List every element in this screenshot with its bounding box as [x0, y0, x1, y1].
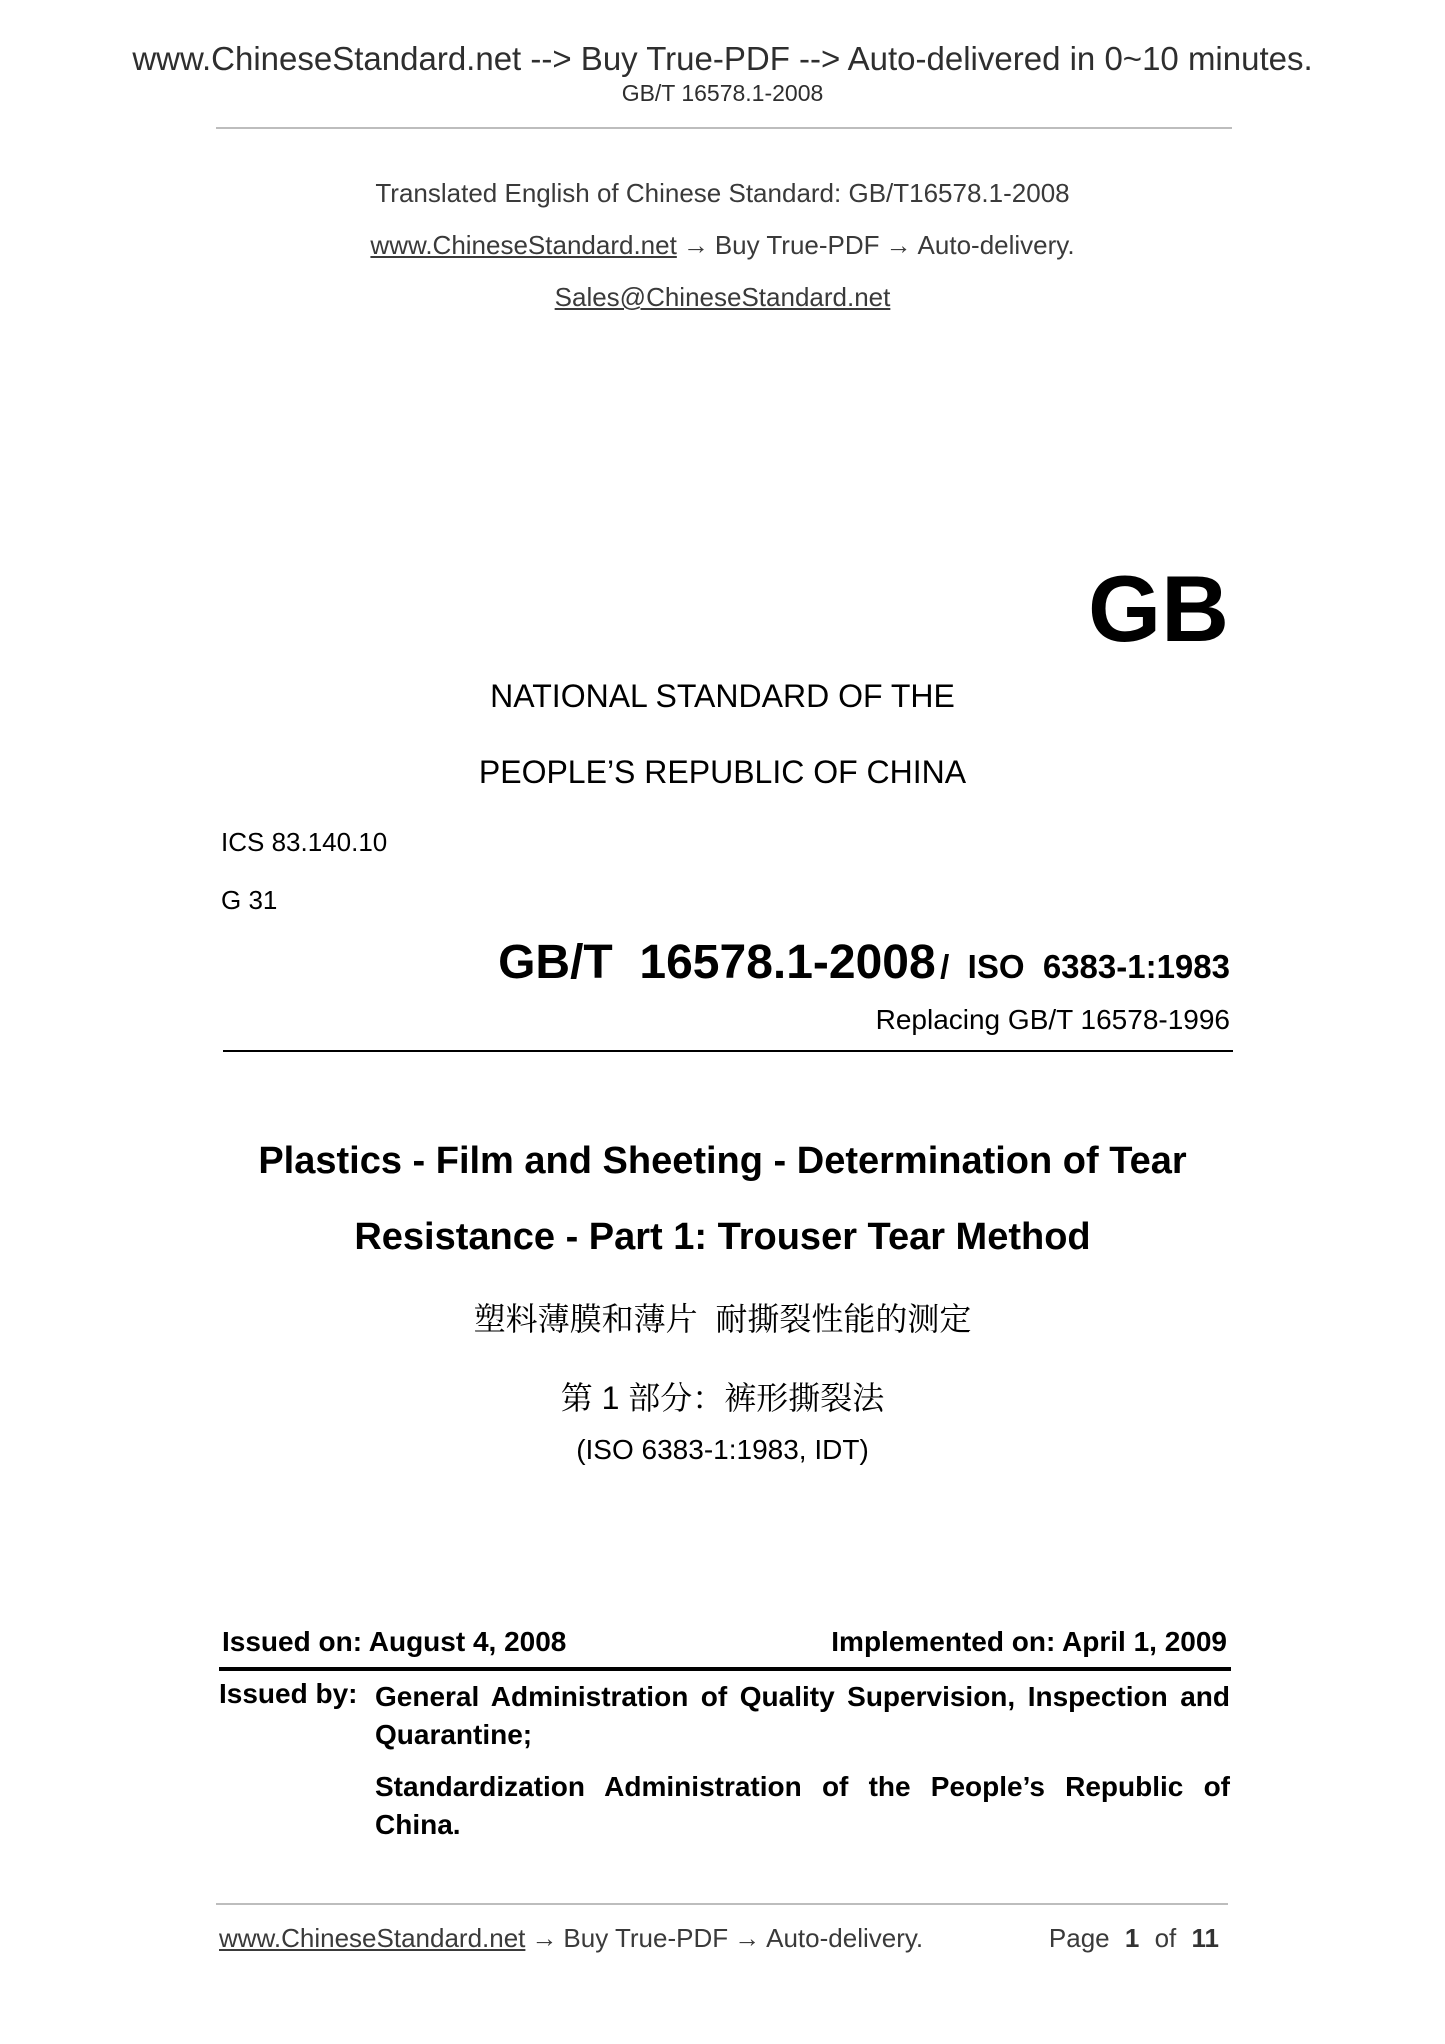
- ics-code: ICS 83.140.10: [221, 827, 388, 857]
- page-indicator: [1049, 1923, 1219, 1954]
- footer-buy-text: Buy True-PDF: [563, 1923, 729, 1953]
- national-standard-line-2: PEOPLE’S REPUBLIC OF CHINA: [478, 754, 967, 790]
- header-divider: [216, 127, 1232, 129]
- footer-site-line: [219, 1923, 923, 1954]
- standard-divider: [223, 1050, 1233, 1052]
- standard-number-iso: / ISO 6383-1:1983: [940, 948, 1230, 985]
- footer-site-link[interactable]: www.ChineseStandard.net: [219, 1923, 526, 1953]
- of-word: of: [1154, 1923, 1177, 1953]
- standard-number-main: GB/T 16578.1-2008: [498, 936, 936, 989]
- issued-by-label: Issued by:: [219, 1678, 358, 1709]
- g-code: G 31: [221, 885, 278, 915]
- page-number: 1: [1124, 1923, 1140, 1953]
- iso-equivalence: (ISO 6383-1:1983, IDT): [576, 1434, 869, 1465]
- replacing-line: Replacing GB/T 16578-1996: [875, 1004, 1230, 1035]
- arrow-right-icon: →: [682, 230, 709, 260]
- sales-email-link[interactable]: Sales@ChineseStandard.net: [554, 282, 891, 312]
- arrow-right-icon: →: [885, 230, 912, 260]
- top-banner: www.ChineseStandard.net --> Buy True-PDF --> Auto-delivered in 0~10 minutes.: [132, 40, 1313, 77]
- national-standard-line-1: NATIONAL STANDARD OF THE: [490, 678, 955, 714]
- translated-line: Translated English of Chinese Standard: GB/T16578.1-2008: [375, 178, 1070, 208]
- site-delivery-text: Auto-delivery.: [917, 230, 1075, 260]
- arrow-right-icon: →: [734, 1923, 761, 1953]
- chinese-title-line-1: 塑料薄膜和薄片 耐撕裂性能的测定: [473, 1301, 972, 1337]
- site-buy-text: Buy True-PDF: [714, 230, 880, 260]
- title-line-1: Plastics - Film and Sheeting - Determination of Tear: [258, 1140, 1187, 1182]
- chinese-title-line-2: 第 1 部分：裤形撕裂法: [560, 1380, 885, 1416]
- implemented-on-date: Implemented on: April 1, 2009: [831, 1626, 1227, 1657]
- page-total: 11: [1191, 1923, 1219, 1953]
- title-line-2: Resistance - Part 1: Trouser Tear Method: [354, 1216, 1091, 1258]
- site-line: [0, 230, 1445, 261]
- sales-line: [0, 282, 1445, 313]
- issuer-1: General Administration of Quality Supervision, Inspection and Quarantine;: [375, 1681, 1230, 1750]
- footer-divider: [216, 1903, 1228, 1905]
- header-standard-code: GB/T 16578.1-2008: [621, 80, 824, 106]
- site-link[interactable]: www.ChineseStandard.net: [370, 230, 677, 260]
- footer-delivery-text: Auto-delivery.: [766, 1923, 924, 1953]
- gb-mark: GB: [1088, 556, 1229, 661]
- page-word: Page: [1048, 1923, 1110, 1953]
- standard-number: [498, 935, 1230, 990]
- arrow-right-icon: →: [531, 1923, 558, 1953]
- issued-on-date: Issued on: August 4, 2008: [222, 1626, 567, 1657]
- dates-divider: [219, 1667, 1231, 1671]
- issuer-2: Standardization Administration of the People’s Republic of China.: [375, 1771, 1230, 1840]
